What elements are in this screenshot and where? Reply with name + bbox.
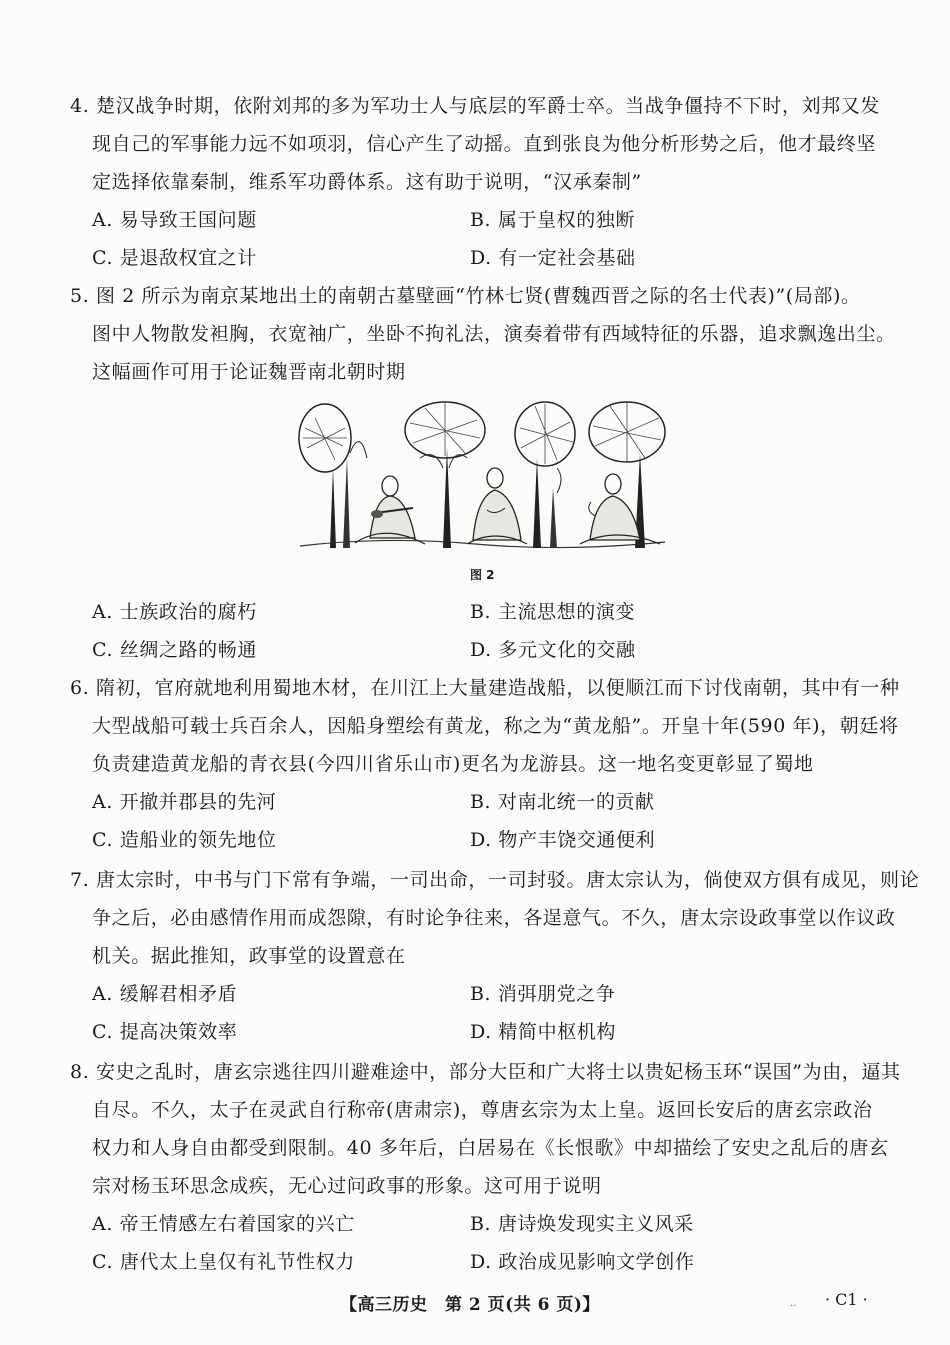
question-8-line-4: 宗对杨玉环思念成疾，无心过问政事的形象。这可用于说明	[92, 1175, 602, 1197]
question-8-option-b: B. 唐诗焕发现实主义风采	[470, 1213, 694, 1235]
question-7-line-1: 7. 唐太宗时，中书与门下常有争端，一司出命，一司封驳。唐太宗认为，倘使双方俱有成见，则论	[70, 869, 920, 891]
question-5-line-1: 5. 图 2 所示为南京某地出土的南朝古墓壁画“竹林七贤(曹魏西晋之际的名士代表)”(局部)。	[70, 285, 861, 307]
question-5-option-b: B. 主流思想的演变	[470, 601, 636, 623]
question-4-line-1: 4. 楚汉战争时期，依附刘邦的多为军功士人与底层的军爵士卒。当战争僵持不下时，刘邦又发	[70, 95, 880, 117]
question-5-line-3: 这幅画作可用于论证魏晋南北朝时期	[92, 361, 406, 383]
question-4-option-c: C. 是退敌权宜之计	[92, 247, 257, 269]
question-4-option-b: B. 属于皇权的独断	[470, 209, 636, 231]
figure-caption: 图 2	[470, 568, 495, 582]
question-8-line-2: 自尽。不久，太子在灵武自行称帝(唐肃宗)，尊唐玄宗为太上皇。返回长安后的唐玄宗政治	[92, 1099, 873, 1121]
question-6-line-1: 6. 隋初，官府就地利用蜀地木材，在川江上大量建造战船，以便顺江而下讨伐南朝，其中有一种	[70, 677, 900, 699]
question-6-line-2: 大型战船可载士兵百余人，因船身塑绘有黄龙，称之为“黄龙船”。开皇十年(590 年)，朝廷将	[92, 715, 899, 737]
footer-dots: ..	[790, 1298, 797, 1309]
question-4-line-3: 定选择依靠秦制，维系军功爵体系。这有助于说明，“汉承秦制”	[92, 171, 642, 193]
question-4-option-a: A. 易导致王国问题	[92, 209, 257, 231]
question-6-option-b: B. 对南北统一的贡献	[470, 791, 655, 813]
question-5-option-d: D. 多元文化的交融	[470, 639, 636, 661]
question-6-option-a: A. 开撤并郡县的先河	[92, 791, 277, 813]
question-5-option-c: C. 丝绸之路的畅通	[92, 639, 257, 661]
bamboo-grove-mural-image	[295, 398, 670, 556]
question-7-option-d: D. 精简中枢机构	[470, 1021, 617, 1043]
question-6-option-c: C. 造船业的领先地位	[92, 829, 277, 851]
question-7-line-3: 机关。据此推知，政事堂的设置意在	[92, 945, 406, 967]
question-5-line-2: 图中人物散发袒胸，衣宽袖广，坐卧不拘礼法，演奏着带有西域特征的乐器，追求飘逸出尘。	[92, 323, 896, 345]
question-7-option-b: B. 消弭朋党之争	[470, 983, 616, 1005]
question-4-line-2: 现自己的军事能力远不如项羽，信心产生了动摇。直到张良为他分析形势之后，他才最终坚	[92, 133, 877, 155]
exam-code: · C1 ·	[825, 1290, 868, 1309]
question-5-option-a: A. 士族政治的腐朽	[92, 601, 257, 623]
question-7-option-c: C. 提高决策效率	[92, 1021, 238, 1043]
page-footer: 【高三历史 第 2 页(共 6 页)】	[340, 1295, 600, 1315]
question-7-option-a: A. 缓解君相矛盾	[92, 983, 238, 1005]
question-8-line-3: 权力和人身自由都受到限制。40 多年后，白居易在《长恨歌》中却描绘了安史之乱后的唐玄	[92, 1137, 889, 1159]
question-7-line-2: 争之后，必由感情作用而成怨隙，有时论争往来，各逞意气。不久，唐太宗设政事堂以作议政	[92, 907, 896, 929]
question-8-option-c: C. 唐代太上皇仅有礼节性权力	[92, 1251, 355, 1273]
question-6-line-3: 负责建造黄龙船的青衣县(今四川省乐山市)更名为龙游县。这一地名变更彰显了蜀地	[92, 753, 814, 775]
question-8-option-d: D. 政治成见影响文学创作	[470, 1251, 695, 1273]
question-4-option-d: D. 有一定社会基础	[470, 247, 636, 269]
question-8-line-1: 8. 安史之乱时，唐玄宗逃往四川避难途中，部分大臣和广大将士以贵妃杨玉环“误国”为由，逼其	[70, 1061, 901, 1083]
question-8-option-a: A. 帝王情感左右着国家的兴亡	[92, 1213, 355, 1235]
question-6-option-d: D. 物产丰饶交通便利	[470, 829, 656, 851]
